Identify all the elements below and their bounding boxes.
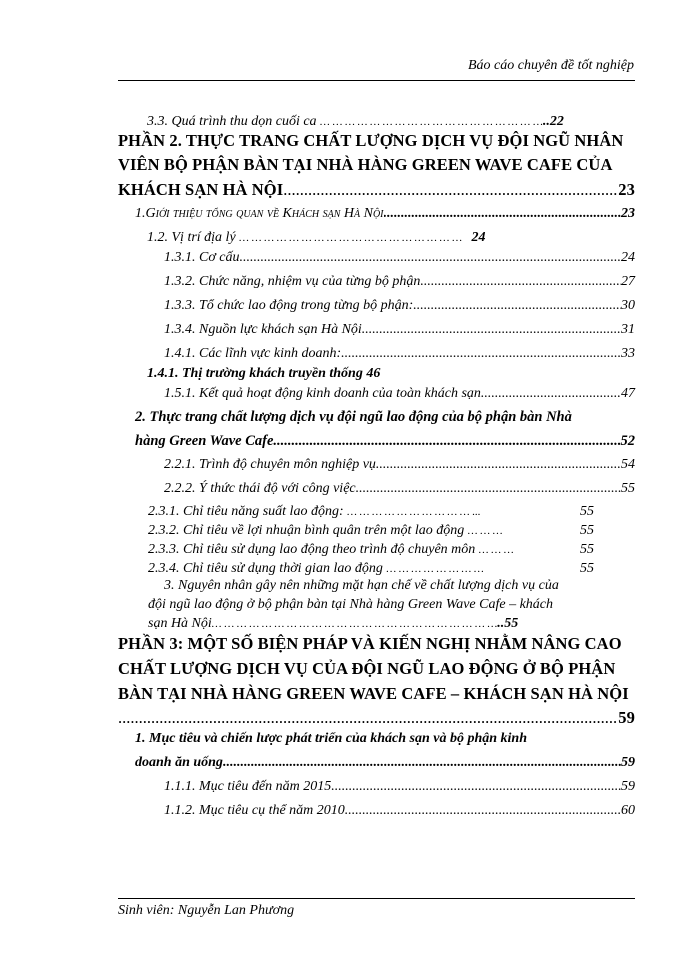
toc-entry-dots: … … … <box>478 544 514 556</box>
toc-entry-title-line1[interactable]: 1. Mục tiêu và chiến lược phát triển của khách sạn và bộ phận kinh <box>135 731 528 746</box>
toc-entry-page: 59 <box>621 755 635 770</box>
toc-entry-page: 59 <box>618 708 635 727</box>
toc-entry[interactable] <box>164 298 635 314</box>
toc-entry-dots <box>341 346 621 362</box>
toc-entry[interactable] <box>135 433 635 450</box>
toc-entry-page: 55 <box>580 523 594 538</box>
toc-entry-dots <box>240 250 621 266</box>
toc-entry[interactable] <box>164 322 635 338</box>
toc-entry-dots <box>345 803 621 819</box>
toc-entry-page: 24 <box>471 230 486 245</box>
toc-entry[interactable] <box>164 779 635 795</box>
toc-entry-page: 55 <box>580 561 594 576</box>
toc-entry-page: 55 <box>580 504 594 519</box>
toc-entry-title: 2.3.1. Chỉ tiêu năng suất lao động: <box>148 504 344 519</box>
toc-entry[interactable] <box>164 481 635 497</box>
toc-entry-page: 47 <box>621 386 635 401</box>
toc-entry-dots: … … … <box>467 525 503 537</box>
toc-entry-title-line2[interactable]: đội ngũ lao động ở bộ phận bàn tại Nhà hàng Green Wave Cafe – khách <box>148 597 554 612</box>
toc-entry-dots: … … … … … … … … … … … … … … … … … … <box>239 232 462 244</box>
toc-entry-title-line1[interactable]: 2. Thực trang chất lượng dịch vụ đội ngũ lao động của bộ phận bàn Nhà <box>135 409 572 425</box>
toc-entry-page: 24 <box>621 250 635 265</box>
toc-entry-page: 60 <box>621 803 635 818</box>
footer-student: Sinh viên: Nguyễn Lan Phương <box>118 903 295 918</box>
toc-entry-dots <box>481 386 621 402</box>
toc-entry-title: 1.2. Vị trí địa lý <box>147 230 236 245</box>
toc-entry-title: 1.Giới thiệu tổng quan về Khách sạn Hà Nội <box>135 206 384 221</box>
toc-entry-title: sạn Hà Nội <box>148 616 212 631</box>
toc-entry-title: doanh ăn uống <box>135 755 223 770</box>
toc-entry-dots: … … … … … … … … … … ... <box>347 506 481 518</box>
toc-entry-title: 1.3.4. Nguồn lực khách sạn Hà Nội <box>164 322 362 337</box>
toc-entry[interactable] <box>135 755 635 771</box>
toc-entry-title: 1.3.2. Chức năng, nhiệm vụ của từng bộ phận <box>164 274 421 289</box>
toc-entry-dots <box>356 481 621 497</box>
toc-entry-dots <box>273 433 620 450</box>
toc-entry-dots <box>420 274 621 290</box>
toc-entry-page: 22 <box>549 114 564 129</box>
toc-entry[interactable] <box>148 561 484 577</box>
toc-entry-page: 31 <box>621 322 635 337</box>
toc-entry-title: 1.4.1. Các lĩnh vực kinh doanh: <box>164 346 342 361</box>
toc-entry-page: 33 <box>621 346 635 361</box>
toc-entry-dots <box>223 755 621 771</box>
toc-entry[interactable]: sạn Hà Nội… … … … … … … … … … … … … … … … … … … … … … …..55 <box>148 616 519 631</box>
toc-entry[interactable] <box>148 542 514 558</box>
toc-entry[interactable] <box>147 366 380 382</box>
toc-entry-title: 2.3.3. Chỉ tiêu sử dụng lao động theo trình độ chuyên môn <box>148 542 476 557</box>
toc-entry[interactable] <box>164 274 635 290</box>
part3-heading-line2[interactable]: CHẤT LƯỢNG DỊCH VỤ CỦA ĐỘI NGŨ LAO ĐỘNG Ở BỘ PHẬN <box>118 659 616 678</box>
part3-heading-line1[interactable]: PHẦN 3: MỘT SỐ BIỆN PHÁP VÀ KIẾN NGHỊ NHẰM NÂNG CAO <box>118 634 622 653</box>
part2-heading-line1[interactable]: PHẦN 2. THỰC TRANG CHẤT LƯỢNG DỊCH VỤ ĐỘI NGŨ NHÂN <box>118 131 624 150</box>
toc-entry-page: 23 <box>618 180 635 199</box>
toc-entry-title: 1.3.1. Cơ cấu <box>164 250 240 265</box>
toc-entry[interactable] <box>148 504 481 520</box>
part3-heading-line3[interactable]: BÀN TẠI NHÀ HÀNG GREEN WAVE CAFE – KHÁCH SẠN HÀ NỘI <box>118 684 629 703</box>
toc-entry-dots <box>384 206 622 222</box>
toc-entry-dots <box>413 298 621 314</box>
part2-heading-line2[interactable]: VIÊN BỘ PHẬN BÀN TẠI NHÀ HÀNG GREEN WAVE CAFE CỦA <box>118 155 613 174</box>
toc-entry-dots <box>376 457 621 473</box>
toc-entry[interactable] <box>118 180 635 200</box>
toc-entry-dots: … … … … … … … … … … … … … … … … … … <box>320 116 543 128</box>
toc-entry-title: 2.2.1. Trình độ chuyên môn nghiệp vụ <box>164 457 376 472</box>
toc-entry-page: 30 <box>621 298 635 313</box>
toc-entry[interactable] <box>135 206 635 222</box>
footer-rule <box>118 898 635 899</box>
header-title: Báo cáo chuyên đề tốt nghiệp <box>467 58 634 73</box>
toc-entry[interactable]: 3.3. Quá trình thu dọn cuối ca … … … … … … … … … … … … … … … … … …..22 <box>147 114 564 129</box>
toc-entry[interactable] <box>164 346 635 362</box>
toc-entry-dots: … … … … … … … … <box>386 563 484 575</box>
toc-entry-title: KHÁCH SẠN HÀ NỘI <box>118 180 284 199</box>
toc-entry-title: 1.4.1. Thị trường khách truyền thống 46 <box>147 366 381 381</box>
toc-entry[interactable] <box>118 708 635 728</box>
toc-entry-dots <box>283 180 618 200</box>
toc-entry-title: hàng Green Wave Cafe <box>135 433 274 449</box>
toc-entry-page: 55 <box>621 481 635 496</box>
toc-entry-title: 2.3.4. Chỉ tiêu sử dụng thời gian lao động <box>148 561 383 576</box>
toc-entry-page: 52 <box>620 433 635 449</box>
toc-entry[interactable] <box>148 523 503 539</box>
toc-entry-page: 23 <box>621 206 635 221</box>
toc-entry[interactable] <box>164 457 635 473</box>
toc-entry[interactable] <box>164 250 635 266</box>
toc-entry-title: 2.2.2. Ý thức thái độ với công việc <box>164 481 356 496</box>
toc-entry-dots <box>118 708 618 728</box>
header-rule <box>118 80 635 81</box>
toc-entry-title: 1.1.1. Mục tiêu đến năm 2015 <box>164 779 332 794</box>
toc-entry-dots <box>362 322 621 338</box>
toc-entry-page: 54 <box>621 457 635 472</box>
toc-entry-title: 3.3. Quá trình thu dọn cuối ca <box>147 114 317 129</box>
toc-entry-dots: … … … … … … … … … … … … … … … … … … … … … … … <box>211 618 498 630</box>
toc-entry-title-line1[interactable]: 3. Nguyên nhân gây nên những mặt hạn chế về chất lượng dịch vụ của <box>164 578 559 593</box>
toc-entry-title: 1.1.2. Mục tiêu cụ thể năm 2010 <box>164 803 345 818</box>
toc-entry[interactable] <box>147 230 485 246</box>
toc-entry-page: 55 <box>504 616 519 631</box>
toc-entry[interactable] <box>164 386 635 402</box>
toc-entry-title: 1.5.1. Kết quả hoạt động kinh doanh của toàn khách sạn <box>164 386 481 401</box>
toc-entry-page: 27 <box>621 274 635 289</box>
toc-entry-page: 59 <box>621 779 635 794</box>
toc-entry-page: 55 <box>580 542 594 557</box>
toc-entry-title: 2.3.2. Chỉ tiêu về lợi nhuận bình quân trên một lao động <box>148 523 465 538</box>
toc-entry-title: 1.3.3. Tổ chức lao động trong từng bộ phận: <box>164 298 414 313</box>
toc-entry-dots <box>331 779 621 795</box>
toc-entry[interactable] <box>164 803 635 819</box>
